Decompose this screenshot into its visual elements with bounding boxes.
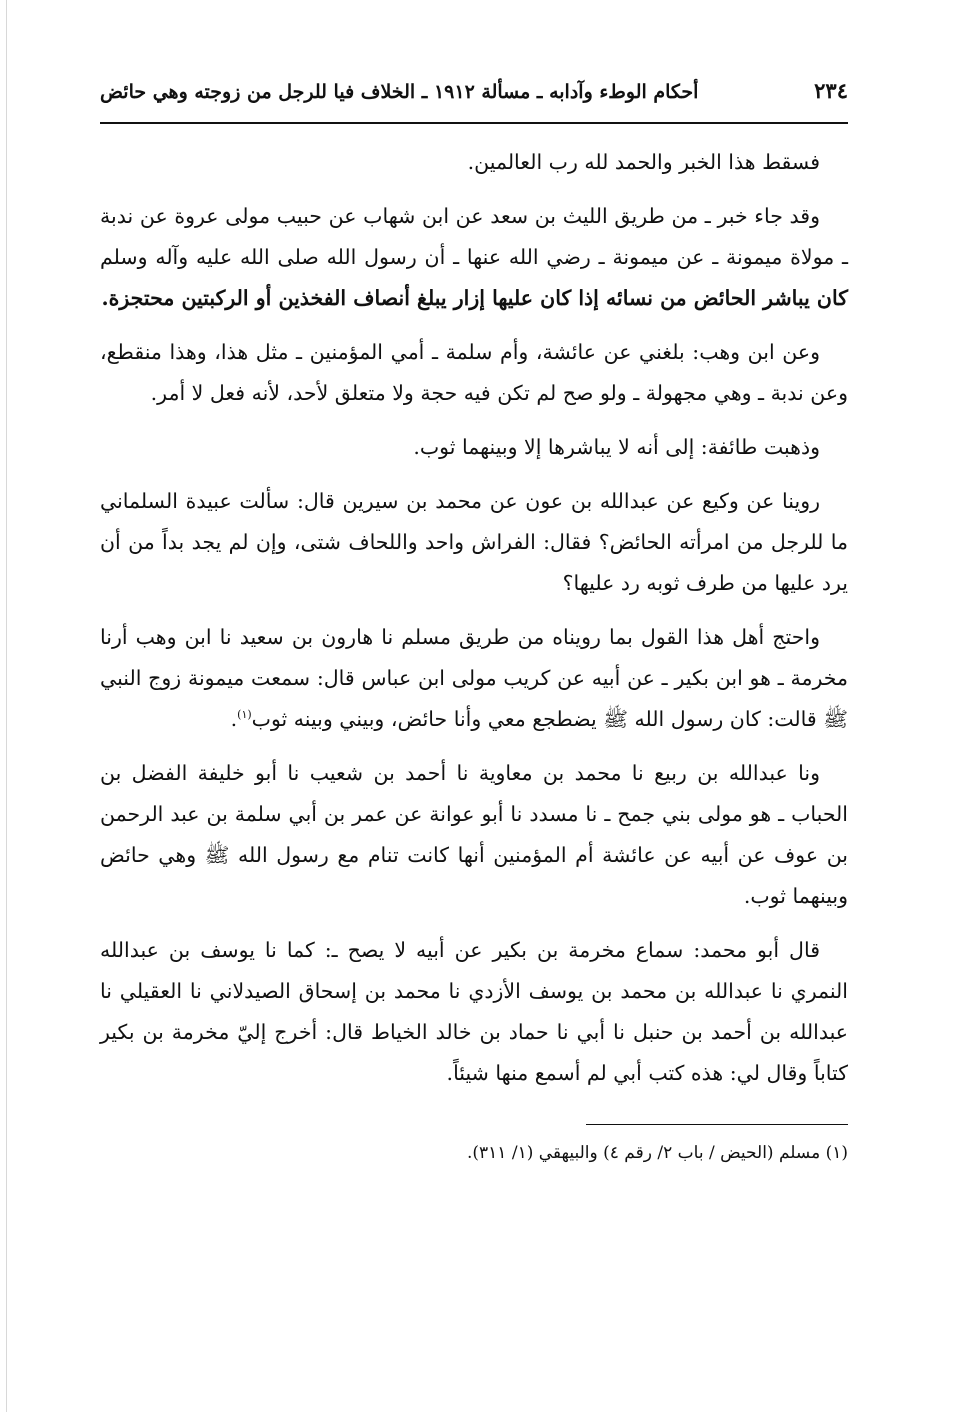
footnote-separator [586, 1124, 848, 1125]
page-body [100, 142, 848, 1094]
running-title: أحكام الوطء وآدابه ـ مسألة ١٩١٢ ـ الخلاف فيا للرجل من زوجته وهي حائض [100, 81, 699, 103]
page-number: ٢٣٤ [814, 78, 848, 103]
paragraph-2 [100, 196, 848, 319]
paragraph-6-text: واحتج أهل هذا القول بما رويناه من طريق مسلم نا هارون بن سعيد نا ابن وهب أرنا مخرمة ـ هو ابن بكير ـ عن أبيه عن كريب مولى ابن عباس قال: سمعت ميمونة زوج النبي ﷺ قالت: كان رسول الله ﷺ يضطجع معي وأنا حائض، وبيني وبينه ثوب [100, 625, 848, 731]
paragraph-4: وذهبت طائفة: إلى أنه لا يباشرها إلا وبينهما ثوب. [413, 435, 820, 459]
paragraph-6-end: . [230, 707, 238, 731]
paragraph-3: وعن ابن وهب: بلغني عن عائشة، وأم سلمة ـ أمي المؤمنين ـ مثل هذا، وهذا منقطع، وعن ندبة ـ وهي مجهولة ـ ولو صح لم تكن فيه حجة ولا متعلق لأحد، لأنه فعل لا أمر. [100, 340, 848, 405]
paragraph-7: ونا عبدالله بن ربيع نا محمد بن معاوية نا أحمد بن شعيب نا أبو خليفة الفضل بن الحباب ـ هو مولى بني جمح ـ نا مسدد نا أبو عوانة عن عمر بن أبي سلمة بن عبد الرحمن بن عوف عن أبيه عن عائشة أم المؤمنين أنها كانت تنام مع رسول الله ﷺ وهي حائض وبينهما ثوب. [100, 761, 848, 908]
footnote-reference: (١) [237, 708, 252, 722]
paragraph-6 [100, 617, 848, 740]
scan-edge-line [6, 0, 7, 1412]
paragraph-1: فسقط هذا الخبر والحمد لله رب العالمين. [467, 150, 820, 174]
paragraph-8: قال أبو محمد: سماع مخرمة بن بكير عن أبيه لا يصح ـ: كما نا يوسف بن عبدالله النمري نا عبدالله بن محمد بن يوسف الأزدي نا محمد بن إسحاق الصيدلاني نا العقيلي نا عبدالله بن أحمد بن حنبل نا أبي نا حماد بن خالد الخياط قال: أخرج إليّ مخرمة بن بكير كتاباً وقال لي: هذه كتب أبي لم أسمع منها شيئاً. [100, 938, 848, 1085]
footnote-text: (١) مسلم (الحيض / باب ٢/ رقم ٤) والبيهقي (١/ ٣١١). [466, 1143, 848, 1163]
paragraph-2-text: وقد جاء خبر ـ من طريق الليث بن سعد عن ابن شهاب عن حبيب مولى عروة عن ندبة ـ مولاة ميمونة ـ عن ميمونة ـ رضي الله عنها ـ أن رسول الله صلى الله عليه وآله وسلم [100, 204, 848, 269]
book-page [100, 78, 848, 1167]
paragraph-5: روينا عن وكيع عن عبدالله بن عون عن محمد بن سيرين قال: سألت عبيدة السلماني ما للرجل من امرأته الحائض؟ فقال: الفراش واحد واللحاف شتى، وإن لم يجد بداً من أن يرد عليها من طرف ثوبه رد عليها؟ [100, 489, 848, 595]
paragraph-2-bold-hadith: كان يباشر الحائض من نسائه إذا كان عليها إزار يبلغ أنصاف الفخذين أو الركبتين محتجزة. [101, 286, 848, 310]
page-header [100, 78, 848, 124]
